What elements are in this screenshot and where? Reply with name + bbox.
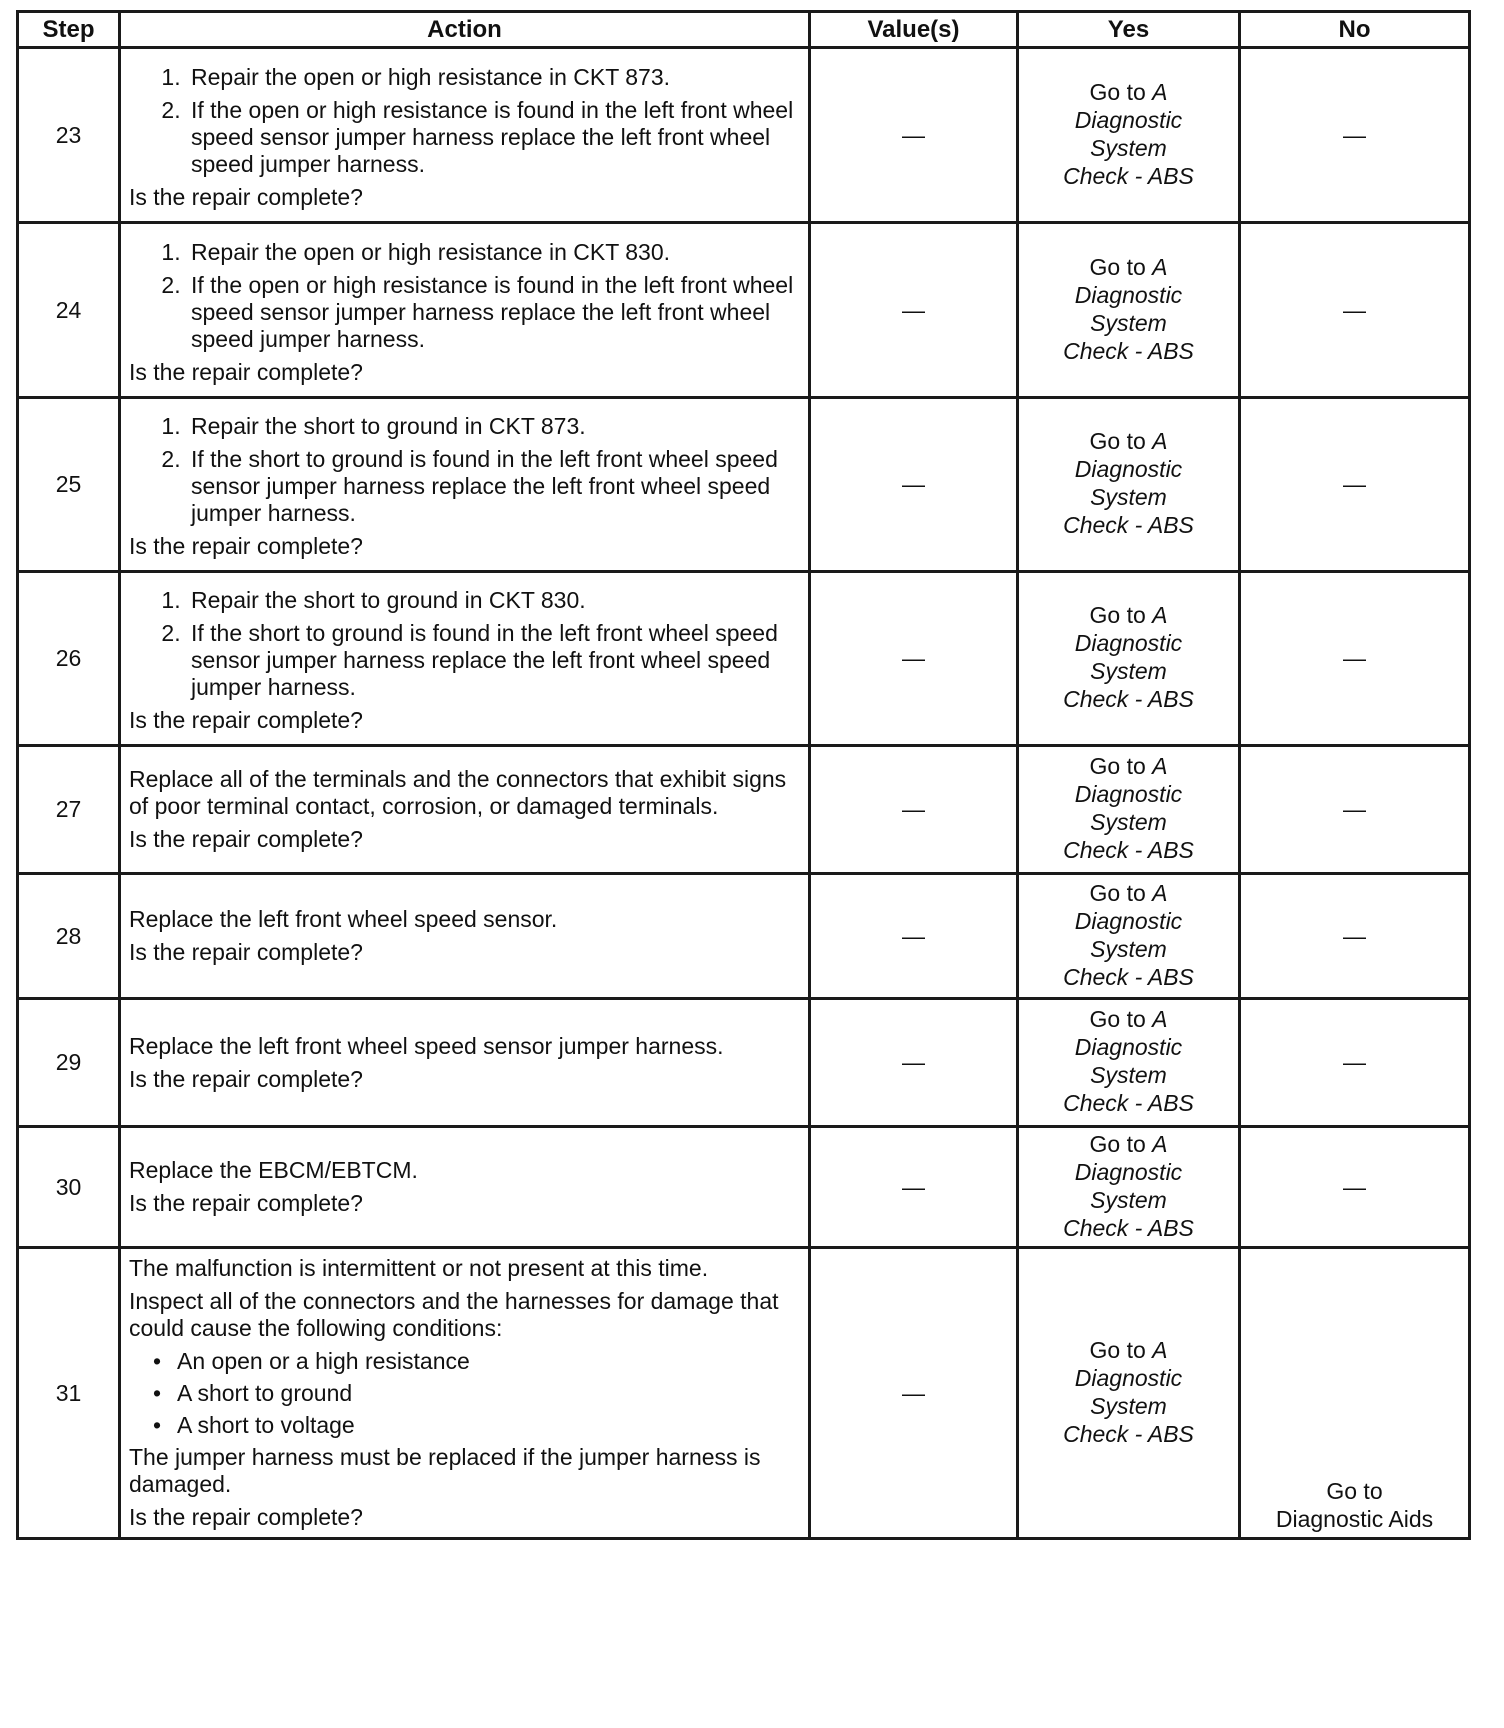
header-action: Action: [120, 12, 810, 48]
step-number: 25: [18, 398, 120, 572]
table-row: [18, 1248, 1470, 1539]
header-step: Step: [18, 12, 120, 48]
action-step-item: 2. If the open or high resistance is found in the left front wheel speed sensor jumper harness replace the left front wheel speed jumper harness.: [187, 97, 800, 178]
action-step-item: 1. Repair the short to ground in CKT 830.: [187, 587, 800, 614]
yes-cell: [1018, 874, 1240, 999]
action-text: Replace all of the terminals and the connectors that exhibit signs of poor terminal contact, corrosion, or damaged terminals.: [129, 766, 787, 819]
table-row: [18, 999, 1470, 1127]
value-cell: —: [810, 1248, 1018, 1539]
goto-diagnostic-system-check: Go to A Diagnostic System Check - ABS: [1063, 879, 1194, 990]
action-step-item: 1. Repair the open or high resistance in CKT 830.: [187, 239, 800, 266]
yes-cell: [1018, 572, 1240, 746]
action-cell: [120, 223, 810, 398]
action-steps: [129, 64, 800, 178]
yes-cell: [1018, 1127, 1240, 1248]
table-row: [18, 874, 1470, 999]
value-cell: —: [810, 746, 1018, 874]
action-step-item: 2. If the short to ground is found in the left front wheel speed sensor jumper harness replace the left front wheel speed jumper harness.: [187, 620, 800, 701]
value-cell: —: [810, 1127, 1018, 1248]
yes-cell: [1018, 48, 1240, 223]
action-question: Is the repair complete?: [129, 533, 363, 559]
value-cell: —: [810, 223, 1018, 398]
action-step-item: 2. If the short to ground is found in the left front wheel speed sensor jumper harness replace the left front wheel speed jumper harness.: [187, 446, 800, 527]
step-number: 29: [18, 999, 120, 1127]
no-cell: —: [1240, 398, 1470, 572]
action-question: Is the repair complete?: [129, 707, 363, 733]
action-question: Is the repair complete?: [129, 939, 363, 965]
action-cell: [120, 398, 810, 572]
step-number: 23: [18, 48, 120, 223]
goto-diagnostic-system-check: Go to A Diagnostic System Check - ABS: [1063, 253, 1194, 364]
yes-cell: [1018, 999, 1240, 1127]
action-steps: [129, 587, 800, 701]
yes-cell: [1018, 398, 1240, 572]
header-row: [18, 12, 1470, 48]
action-question: Is the repair complete?: [129, 826, 363, 852]
step-number: 27: [18, 746, 120, 874]
action-cell: [120, 572, 810, 746]
goto-diagnostic-system-check: Go to A Diagnostic System Check - ABS: [1063, 428, 1194, 538]
step-number: 24: [18, 223, 120, 398]
action-question: Is the repair complete?: [129, 358, 363, 385]
goto-diagnostic-aids: Go to Diagnostic Aids: [1275, 1478, 1434, 1532]
condition-item: • A short to ground: [177, 1380, 800, 1407]
no-cell: —: [1240, 1127, 1470, 1248]
value-cell: —: [810, 999, 1018, 1127]
action-text: Replace the left front wheel speed sensor jumper harness.: [129, 1032, 724, 1059]
action-cell: [120, 746, 810, 874]
goto-diagnostic-system-check: Go to A Diagnostic System Check - ABS: [1063, 1130, 1194, 1241]
goto-diagnostic-system-check: Go to A Diagnostic System Check - ABS: [1063, 753, 1194, 863]
yes-cell: [1018, 223, 1240, 398]
yes-cell: [1018, 1248, 1240, 1539]
header-values: Value(s): [810, 12, 1018, 48]
action-cell: [120, 48, 810, 223]
table-row: [18, 572, 1470, 746]
no-cell: —: [1240, 572, 1470, 746]
no-cell: —: [1240, 746, 1470, 874]
action-question: Is the repair complete?: [129, 1190, 363, 1216]
step-number: 28: [18, 874, 120, 999]
goto-diagnostic-system-check: Go to A Diagnostic System Check - ABS: [1063, 602, 1194, 712]
table-row: [18, 223, 1470, 398]
action-cell: [120, 1127, 810, 1248]
condition-list: [129, 1348, 800, 1439]
action-step-item: 1. Repair the open or high resistance in CKT 873.: [187, 64, 800, 91]
value-cell: —: [810, 48, 1018, 223]
goto-diagnostic-system-check: Go to A Diagnostic System Check - ABS: [1063, 1336, 1194, 1447]
diagnostic-table: [16, 10, 1471, 1540]
goto-diagnostic-system-check: Go to A Diagnostic System Check - ABS: [1063, 1006, 1194, 1116]
action-cell: [120, 1248, 810, 1539]
value-cell: —: [810, 572, 1018, 746]
action-question: Is the repair complete?: [129, 1504, 363, 1530]
action-text: The malfunction is intermittent or not present at this time.: [129, 1255, 709, 1281]
value-cell: —: [810, 398, 1018, 572]
yes-cell: [1018, 746, 1240, 874]
action-cell: [120, 874, 810, 999]
step-number: 31: [18, 1248, 120, 1539]
no-cell: —: [1240, 874, 1470, 999]
step-number: 26: [18, 572, 120, 746]
action-text: Replace the EBCM/EBTCM.: [129, 1157, 418, 1183]
action-question: Is the repair complete?: [129, 1065, 363, 1092]
table-row: [18, 1127, 1470, 1248]
action-steps: [129, 239, 800, 353]
action-text: Replace the left front wheel speed sensor.: [129, 906, 558, 932]
table-row: [18, 398, 1470, 572]
value-cell: —: [810, 874, 1018, 999]
action-question: Is the repair complete?: [129, 183, 363, 210]
action-cell: [120, 999, 810, 1127]
action-step-item: 1. Repair the short to ground in CKT 873.: [187, 413, 800, 440]
table-row: [18, 48, 1470, 223]
no-cell: [1240, 1248, 1470, 1539]
condition-item: • A short to voltage: [177, 1412, 800, 1439]
goto-diagnostic-system-check: Go to A Diagnostic System Check - ABS: [1063, 78, 1194, 189]
table-row: [18, 746, 1470, 874]
action-step-item: 2. If the open or high resistance is found in the left front wheel speed sensor jumper harness replace the left front wheel speed jumper harness.: [187, 272, 800, 353]
condition-item: • An open or a high resistance: [177, 1348, 800, 1375]
action-text: Inspect all of the connectors and the harnesses for damage that could cause the following conditions:: [129, 1288, 779, 1341]
no-cell: —: [1240, 48, 1470, 223]
no-cell: —: [1240, 223, 1470, 398]
action-text: The jumper harness must be replaced if the jumper harness is damaged.: [129, 1444, 761, 1497]
header-no: No: [1240, 12, 1470, 48]
action-steps: [129, 413, 800, 527]
step-number: 30: [18, 1127, 120, 1248]
no-cell: —: [1240, 999, 1470, 1127]
header-yes: Yes: [1018, 12, 1240, 48]
